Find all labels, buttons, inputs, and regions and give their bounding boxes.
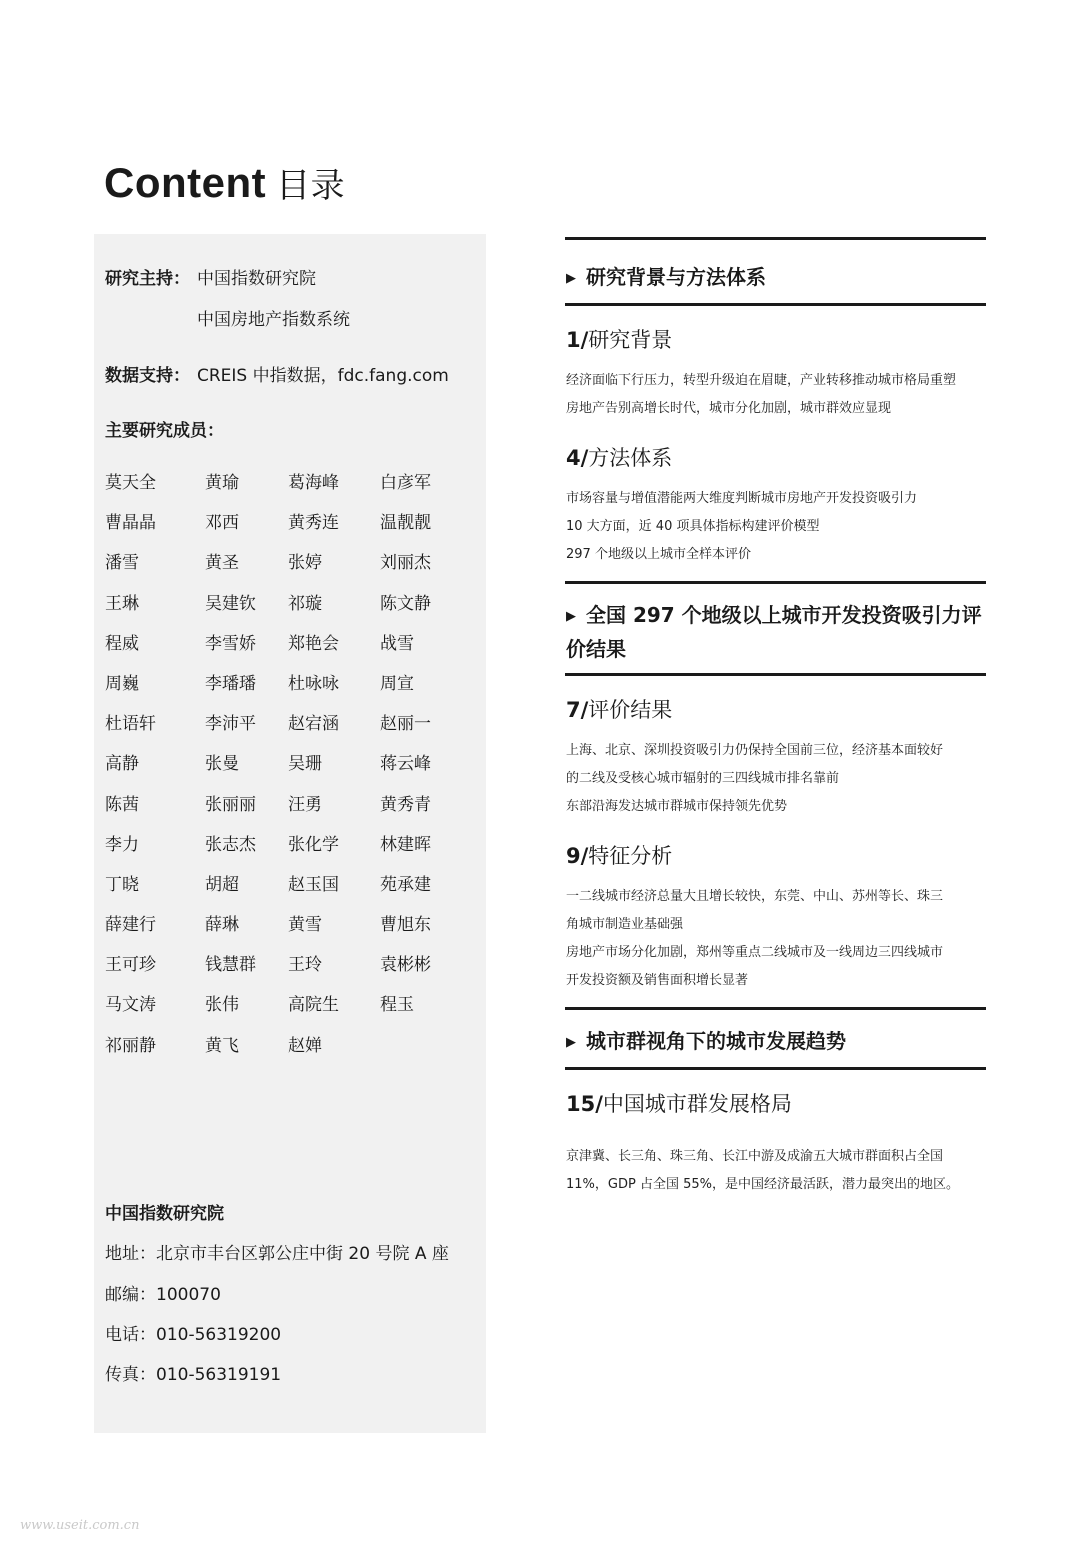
divider bbox=[565, 1067, 986, 1070]
member-row bbox=[105, 1031, 475, 1071]
member-name: 王可珍 bbox=[105, 955, 156, 976]
divider bbox=[565, 673, 986, 676]
divider bbox=[565, 1007, 986, 1010]
host-line-2: 中国房地产指数系统 bbox=[197, 310, 350, 330]
member-row bbox=[105, 508, 475, 548]
member-name: 黄秀青 bbox=[380, 794, 431, 815]
divider bbox=[565, 581, 986, 584]
member-row bbox=[105, 910, 475, 950]
divider bbox=[565, 237, 986, 240]
member-name: 高院生 bbox=[288, 995, 339, 1016]
member-name: 丁晓 bbox=[105, 874, 139, 895]
member-name: 陈文静 bbox=[380, 593, 431, 614]
member-row bbox=[105, 548, 475, 588]
institute-name: 中国指数研究院 bbox=[105, 1204, 224, 1224]
member-name: 高静 bbox=[105, 754, 139, 775]
toc-entry[interactable]: 4/方法体系 bbox=[566, 446, 673, 470]
member-row bbox=[105, 669, 475, 709]
member-name: 吴珊 bbox=[288, 754, 322, 775]
title-en: Content bbox=[104, 159, 267, 206]
member-name: 周巍 bbox=[105, 673, 139, 694]
member-name: 赵丽一 bbox=[380, 714, 431, 735]
host-line-1: 中国指数研究院 bbox=[197, 269, 316, 289]
member-name: 李璠璠 bbox=[205, 673, 256, 694]
member-name: 赵婵 bbox=[288, 1035, 322, 1056]
member-row bbox=[105, 589, 475, 629]
member-name: 杜咏咏 bbox=[288, 673, 339, 694]
member-name: 祁丽静 bbox=[105, 1035, 156, 1056]
page-title bbox=[104, 158, 345, 207]
triangle-bullet-icon: ▶ bbox=[566, 1035, 576, 1050]
member-name: 祁璇 bbox=[288, 593, 322, 614]
member-row bbox=[105, 709, 475, 749]
member-name: 郑艳会 bbox=[288, 633, 339, 654]
member-name: 胡超 bbox=[205, 874, 239, 895]
toc-entry[interactable]: 9/特征分析 bbox=[566, 844, 673, 868]
toc-entry[interactable]: 1/研究背景 bbox=[566, 328, 673, 352]
member-name: 马文涛 bbox=[105, 995, 156, 1016]
member-name: 张婷 bbox=[288, 553, 322, 574]
member-name: 黄圣 bbox=[205, 553, 239, 574]
member-name: 黄雪 bbox=[288, 915, 322, 936]
address: 地址：北京市丰台区郭公庄中街 20 号院 A 座 bbox=[105, 1244, 449, 1264]
member-name: 袁彬彬 bbox=[380, 955, 431, 976]
member-row bbox=[105, 629, 475, 669]
member-name: 刘丽杰 bbox=[380, 553, 431, 574]
member-name: 苑承建 bbox=[380, 874, 431, 895]
member-name: 张志杰 bbox=[205, 834, 256, 855]
member-name: 白彦军 bbox=[380, 473, 431, 493]
divider bbox=[565, 303, 986, 306]
member-name: 张丽丽 bbox=[205, 794, 256, 815]
member-name: 薛建行 bbox=[105, 915, 156, 936]
member-row bbox=[105, 749, 475, 789]
fax: 传真：010-56319191 bbox=[105, 1365, 282, 1385]
member-row bbox=[105, 790, 475, 830]
member-name: 钱慧群 bbox=[205, 955, 256, 976]
triangle-bullet-icon: ▶ bbox=[566, 271, 576, 286]
member-name: 赵宕涵 bbox=[288, 714, 339, 735]
member-name: 杜语轩 bbox=[105, 714, 156, 735]
watermark: www.useit.com.cn bbox=[20, 1518, 140, 1533]
member-name: 赵玉国 bbox=[288, 874, 339, 895]
member-name: 战雪 bbox=[380, 633, 414, 654]
member-name: 程威 bbox=[105, 633, 139, 654]
member-row bbox=[105, 870, 475, 910]
data-value: CREIS 中指数据，fdc.fang.com bbox=[197, 366, 449, 386]
member-name: 李雪娇 bbox=[205, 633, 256, 654]
member-name: 黄瑜 bbox=[205, 473, 239, 493]
member-name: 莫天全 bbox=[105, 473, 156, 493]
member-name: 汪勇 bbox=[288, 794, 322, 815]
members-label: 主要研究成员： bbox=[105, 421, 224, 441]
member-name: 张化学 bbox=[288, 834, 339, 855]
data-label: 数据支持： bbox=[105, 366, 190, 386]
member-name: 吴建钦 bbox=[205, 593, 256, 614]
member-row bbox=[105, 830, 475, 870]
member-name: 薛琳 bbox=[205, 915, 239, 936]
member-name: 邓西 bbox=[205, 513, 239, 534]
entry-description: 一二线城市经济总量大且增长较快，东莞、中山、苏州等长、珠三 角城市制造业基础强 房地产市场分化加剧，郑州等重点二线城市及一线周边三四线城市 开发投资额及销售面积增长显著 bbox=[566, 889, 944, 988]
member-row bbox=[105, 468, 475, 508]
member-name: 周宣 bbox=[380, 673, 414, 694]
member-name: 程玉 bbox=[380, 995, 414, 1016]
member-name: 葛海峰 bbox=[288, 473, 339, 493]
member-row bbox=[105, 950, 475, 990]
member-name: 李力 bbox=[105, 834, 139, 855]
member-name: 黄飞 bbox=[205, 1035, 239, 1056]
member-name: 张伟 bbox=[205, 995, 239, 1016]
member-name: 张曼 bbox=[205, 754, 239, 775]
entry-description: 上海、北京、深圳投资吸引力仍保持全国前三位，经济基本面较好 的二线及受核心城市辐射的三四线城市排名靠前 东部沿海发达城市群城市保持领先优势 bbox=[566, 743, 944, 814]
section-heading[interactable]: ▶ 研究背景与方法体系 bbox=[566, 265, 766, 289]
member-name: 王琳 bbox=[105, 593, 139, 614]
entry-description: 经济面临下行压力，转型升级迫在眉睫，产业转移推动城市格局重塑 房地产告别高增长时代，城市分化加剧，城市群效应显现 bbox=[566, 373, 957, 416]
triangle-bullet-icon: ▶ bbox=[566, 609, 576, 624]
toc-entry[interactable]: 7/评价结果 bbox=[566, 698, 673, 722]
member-row bbox=[105, 990, 475, 1030]
member-name: 王玲 bbox=[288, 955, 322, 976]
member-name: 温靓靓 bbox=[380, 513, 431, 534]
member-name: 蒋云峰 bbox=[380, 754, 431, 775]
member-name: 潘雪 bbox=[105, 553, 139, 574]
host-label: 研究主持： bbox=[105, 269, 190, 289]
entry-description: 京津冀、长三角、珠三角、长江中游及成渝五大城市群面积占全国 11%，GDP 占全国 55%，是中国经济最活跃，潜力最突出的地区。 bbox=[566, 1149, 959, 1192]
member-name: 曹旭东 bbox=[380, 915, 431, 936]
postcode: 邮编：100070 bbox=[105, 1285, 221, 1305]
section-heading[interactable]: ▶ 城市群视角下的城市发展趋势 bbox=[566, 1029, 846, 1053]
member-name: 黄秀连 bbox=[288, 513, 339, 534]
member-name: 林建晖 bbox=[380, 834, 431, 855]
toc-entry[interactable]: 15/中国城市群发展格局 bbox=[566, 1092, 792, 1116]
member-name: 陈茜 bbox=[105, 794, 139, 815]
phone: 电话：010-56319200 bbox=[105, 1325, 282, 1345]
title-cn: 目录 bbox=[276, 166, 346, 206]
member-name: 曹晶晶 bbox=[105, 513, 156, 534]
section-heading[interactable]: ▶ 全国 297 个地级以上城市开发投资吸引力评价结果 bbox=[566, 603, 982, 661]
members-list bbox=[105, 468, 475, 1071]
entry-description: 市场容量与增值潜能两大维度判断城市房地产开发投资吸引力 10 大方面，近 40 项具体指标构建评价模型 297 个地级以上城市全样本评价 bbox=[566, 491, 918, 562]
member-name: 李沛平 bbox=[205, 714, 256, 735]
